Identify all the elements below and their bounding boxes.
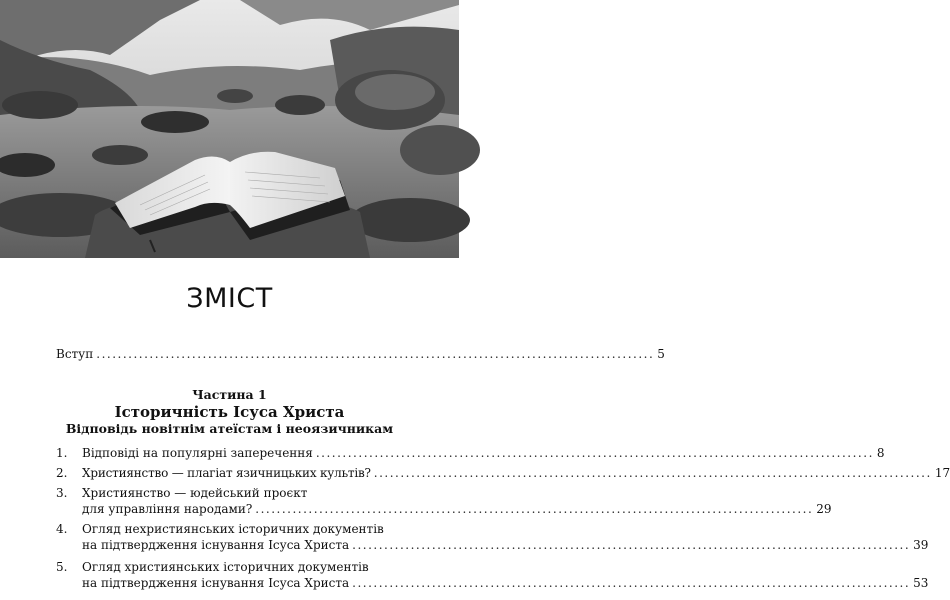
toc-entry-5-cont[interactable] — [82, 575, 929, 591]
toc-entry-label: Відповіді на популярні заперечення — [82, 446, 313, 460]
toc-entry-label: Християнство — плагіат язичницьких культів? — [82, 466, 371, 480]
leader-dots: ......................................................................................................... — [352, 538, 911, 552]
toc-entry-4-cont[interactable] — [82, 537, 929, 553]
leader-dots: ......................................................................................................... — [96, 347, 655, 361]
leader-dots: ......................................................................................................... — [373, 466, 932, 480]
toc-entry-page: 39 — [913, 538, 929, 552]
toc-entry-label: Огляд нехристиянських історичних документів — [82, 522, 384, 536]
part-title: Історичність Ісуса Христа — [114, 403, 345, 421]
leader-dots: ......................................................................................................... — [255, 502, 814, 516]
cover-photo — [0, 0, 459, 258]
part-label: Частина 1 — [192, 387, 267, 402]
toc-entry-3[interactable] — [56, 485, 412, 501]
leader-dots: ......................................................................................................... — [315, 446, 874, 460]
leader-dots: ......................................................................................................... — [352, 576, 911, 590]
toc-entry-page: 8 — [876, 446, 885, 460]
toc-entry-page: 53 — [913, 576, 929, 590]
toc-entry-number: 4. — [56, 522, 68, 536]
toc-entry-number: 2. — [56, 466, 68, 480]
toc-entry-1[interactable] — [56, 445, 885, 461]
toc-entry-4[interactable] — [56, 521, 412, 537]
part-subtitle: Відповідь новітнім атеїстам і неоязичникам — [65, 421, 394, 436]
toc-entry-label: Вступ — [56, 347, 94, 361]
toc-entry-label: Християнство — юдейський проєкт — [82, 486, 308, 500]
toc-entry-page: 29 — [816, 502, 832, 516]
toc-entry-3-cont[interactable] — [82, 501, 832, 517]
toc-entry-number: 3. — [56, 486, 68, 500]
toc-entry-label-cont: на підтвердження існування Ісуса Христа — [82, 538, 350, 552]
part-heading — [0, 387, 459, 437]
toc-entry-label-cont: для управління народами? — [82, 502, 253, 516]
toc-entry-page: 5 — [657, 347, 665, 361]
toc-title: ЗМІСТ — [186, 283, 273, 314]
toc-entry-intro[interactable] — [56, 346, 665, 362]
toc-entry-5[interactable] — [56, 559, 412, 575]
toc-entry-label: Огляд християнських історичних документів — [82, 560, 369, 574]
toc-entry-number: 1. — [56, 446, 68, 460]
toc-entry-page: 17 — [934, 466, 950, 480]
toc-entry-label-cont: на підтвердження існування Ісуса Христа — [82, 576, 350, 590]
toc-entry-2[interactable] — [56, 465, 950, 481]
toc-entry-number: 5. — [56, 560, 68, 574]
